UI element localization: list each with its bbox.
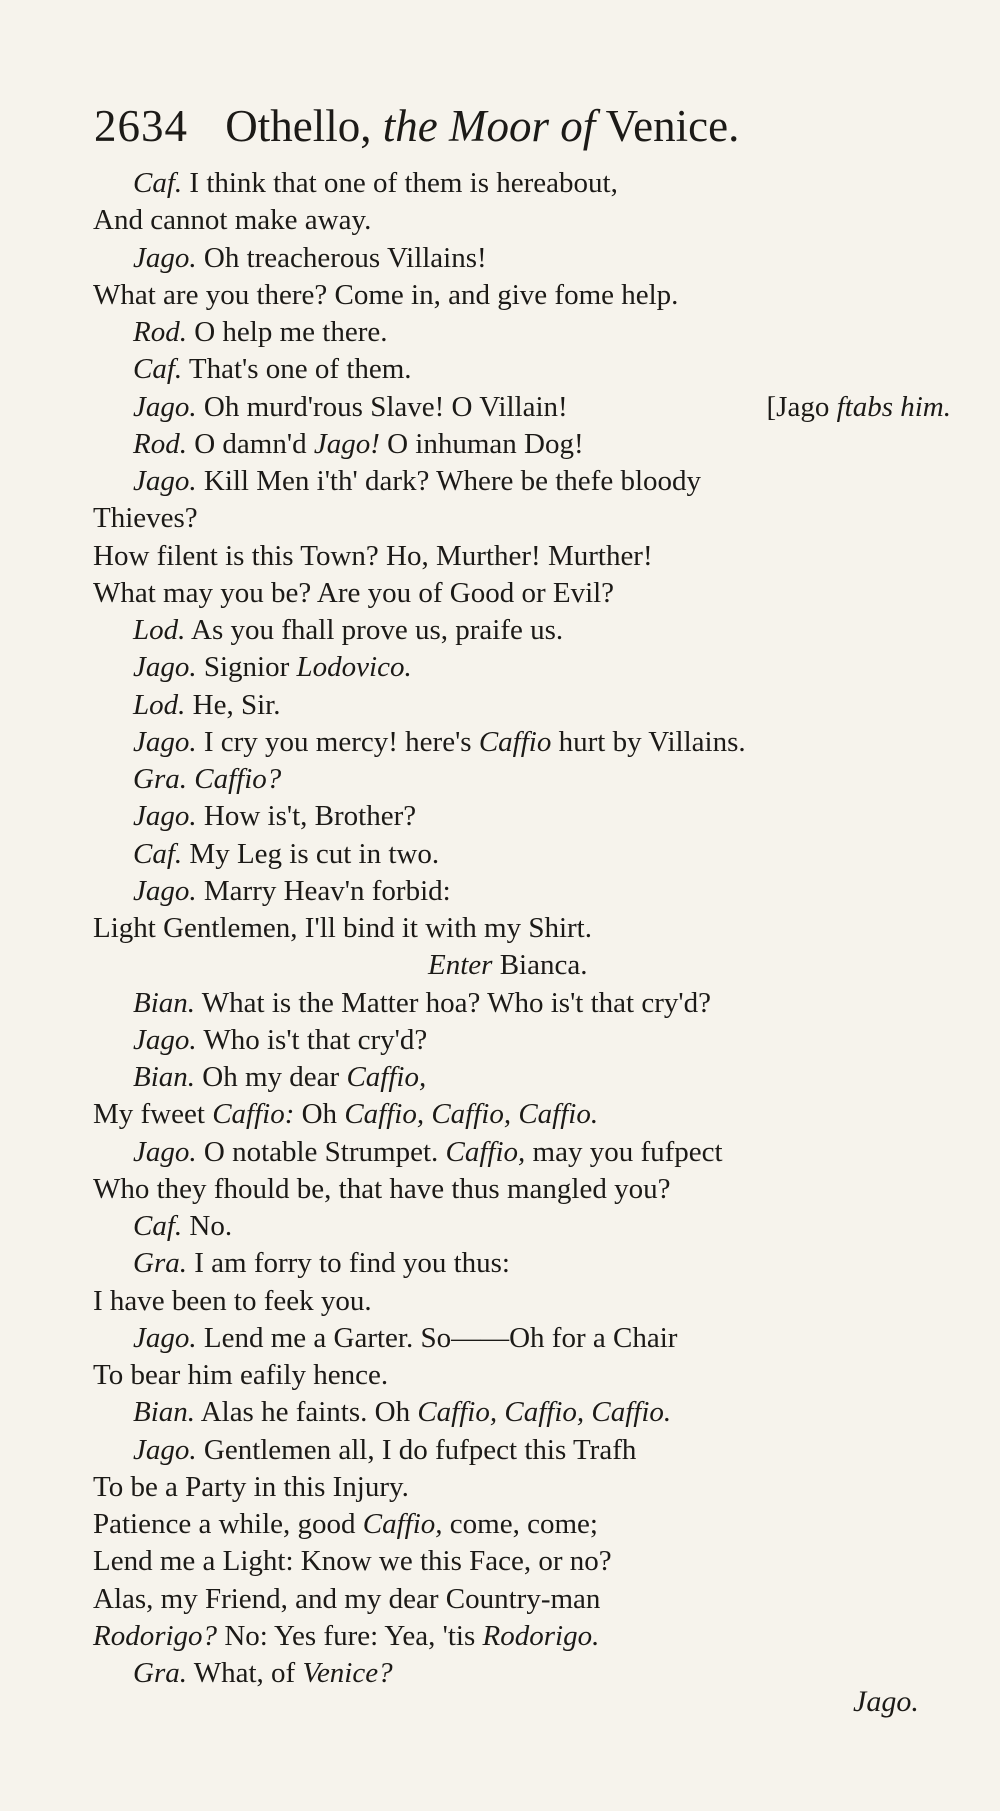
line-text: He, Sir. — [192, 688, 281, 721]
text-line — [93, 1394, 943, 1431]
speaker-name: Bian. — [133, 1396, 196, 1429]
italic-name: Caffio, — [346, 1061, 427, 1093]
direction-name: [Jago — [766, 390, 830, 423]
line-text: No. — [189, 1210, 233, 1242]
line-text: Alas, my Friend, and my dear Country-man — [93, 1582, 601, 1615]
speaker-name: Jago. — [133, 725, 197, 758]
text-line — [93, 612, 943, 649]
italic-name: Caffio, Caffio, Caffio. — [417, 1396, 672, 1429]
stage-direction — [93, 947, 943, 984]
text-line — [93, 910, 943, 947]
text-line — [93, 1283, 943, 1320]
direction-text: ftabs him. — [836, 390, 951, 423]
speaker-name: Jago. — [133, 800, 197, 833]
line-text: hurt by Villains. — [558, 725, 746, 758]
speaker-name: Jago. — [133, 1023, 197, 1056]
text-line — [93, 1320, 943, 1357]
speaker-name: Lod. — [133, 688, 186, 721]
line-text: Patience a while, good — [93, 1508, 356, 1540]
italic-name: Caffio, — [362, 1508, 443, 1540]
italic-name: Jago! — [313, 427, 380, 460]
line-text: Thieves? — [93, 502, 198, 535]
line-text: How is't, Brother? — [203, 800, 417, 833]
speaker-name: Lod. — [133, 614, 186, 646]
text-line — [93, 1357, 943, 1394]
text-line — [93, 1022, 943, 1059]
text-line — [93, 389, 951, 426]
speaker-name: Jago. — [133, 1321, 197, 1354]
italic-name: Caffio? — [194, 763, 282, 795]
speaker-name: Caf. — [133, 837, 183, 870]
italic-name: Caffio, Caffio, Caffio. — [344, 1098, 599, 1131]
text-line — [93, 649, 943, 686]
text-line — [93, 1208, 943, 1245]
text-line — [93, 687, 943, 724]
speaker-name: Gra. — [133, 1247, 187, 1280]
speaker-name: Jago. — [133, 465, 197, 497]
line-text: And cannot make away. — [93, 204, 372, 237]
text-line — [93, 240, 943, 277]
italic-name: Caffio — [478, 725, 552, 758]
line-text: I am forry to find you thus: — [194, 1247, 510, 1280]
italic-name: Lodovico. — [296, 651, 412, 684]
line-text: O inhuman Dog! — [387, 427, 584, 460]
line-text: Gentlemen all, I do fufpect this Trafh — [203, 1433, 637, 1466]
header-title-end: Venice. — [605, 101, 740, 151]
speaker-name: Rod. — [133, 427, 187, 460]
line-text: My Leg is cut in two. — [189, 837, 440, 870]
line-text: Who they fhould be, that have thus mangled you? — [93, 1172, 671, 1205]
text-line — [93, 351, 943, 388]
running-header — [94, 96, 739, 156]
header-title-roman: Othello, — [225, 101, 372, 151]
line-text: Marry Heav'n forbid: — [203, 874, 451, 907]
text-line — [93, 314, 943, 351]
text-line — [93, 1543, 943, 1580]
line-text: My fweet — [93, 1098, 205, 1131]
speaker-name: Jago. — [133, 1135, 197, 1168]
text-line — [93, 1245, 943, 1282]
text-body — [93, 165, 951, 1692]
italic-name: Enter — [428, 949, 493, 982]
line-text: To be a Party in this Injury. — [93, 1470, 409, 1503]
text-line — [93, 724, 943, 761]
text-line — [93, 463, 943, 500]
speaker-name: Rod. — [133, 316, 187, 348]
page-number: 2634 — [94, 101, 188, 151]
line-text: Oh — [301, 1098, 338, 1131]
line-text: I think that one of them is hereabout, — [189, 167, 618, 199]
text-line — [93, 1655, 943, 1692]
catchword: Jago. — [853, 1685, 919, 1718]
line-text: Oh murd'rous Slave! O Villain! — [203, 390, 568, 423]
line-text: Bianca. — [499, 949, 588, 982]
text-line — [93, 1171, 943, 1208]
line-text: Oh treacherous Villains! — [203, 241, 487, 274]
italic-name: Rodorigo? — [93, 1619, 218, 1652]
line-text: What is the Matter hoa? Who is't that cry'd? — [201, 986, 711, 1019]
line-text: To bear him eafily hence. — [93, 1359, 389, 1391]
text-line — [93, 1134, 943, 1171]
text-line — [93, 277, 943, 314]
speaker-name: Jago. — [133, 241, 197, 274]
italic-name: Caffio: — [212, 1098, 295, 1131]
line-text: How filent is this Town? Ho, Murther! Murther! — [93, 539, 653, 572]
line-text: What are you there? Come in, and give fome help. — [93, 278, 679, 311]
text-line — [93, 500, 943, 537]
line-text: Alas he faints. Oh — [200, 1396, 411, 1429]
line-text: Who is't that cry'd? — [203, 1023, 428, 1056]
line-text: Lend me a Light: Know we this Face, or no? — [93, 1545, 612, 1578]
line-text: O notable Strumpet. — [203, 1135, 439, 1168]
stage-direction-inline — [767, 389, 951, 426]
line-text: Signior — [203, 651, 290, 684]
line-text: may you fufpect — [532, 1135, 723, 1168]
text-line — [93, 1432, 943, 1469]
line-text: That's one of them. — [188, 353, 412, 386]
text-line — [93, 575, 943, 612]
line-text: O help me there. — [194, 316, 388, 348]
speaker-name: Jago. — [133, 390, 197, 423]
line-text: O damn'd — [194, 427, 307, 460]
speaker-name: Caf. — [133, 1210, 183, 1242]
line-text: No: Yes fure: Yea, 'tis — [224, 1619, 476, 1652]
line-text: I have been to feek you. — [93, 1284, 372, 1317]
line-text: What, of — [193, 1657, 296, 1689]
text-line — [93, 1059, 943, 1096]
speaker-name: Gra. — [133, 763, 187, 795]
line-text: Oh my dear — [202, 1061, 340, 1093]
header-title-italic: the Moor of — [382, 101, 596, 151]
text-line — [93, 761, 943, 798]
line-text: As you fhall prove us, praife us. — [191, 614, 564, 646]
text-line — [93, 836, 943, 873]
text-line — [93, 202, 943, 239]
line-text: Light Gentlemen, I'll bind it with my Shirt. — [93, 912, 592, 944]
text-line — [93, 1096, 943, 1133]
text-line — [93, 1618, 943, 1655]
speaker-name: Caf. — [133, 167, 183, 199]
speaker-name: Bian. — [133, 986, 196, 1019]
text-line — [93, 798, 943, 835]
speaker-name: Jago. — [133, 1433, 197, 1466]
speaker-name: Jago. — [133, 651, 197, 684]
text-line — [93, 165, 943, 202]
line-text: Kill Men i'th' dark? Where be thefe bloody — [203, 465, 701, 497]
italic-name: Rodorigo. — [482, 1619, 600, 1652]
italic-name: Caffio, — [445, 1135, 526, 1168]
line-text: What may you be? Are you of Good or Evil? — [93, 576, 615, 609]
text-line — [93, 1581, 943, 1618]
text-line — [93, 1506, 943, 1543]
speaker-name: Caf. — [133, 353, 183, 386]
line-text: come, come; — [449, 1508, 598, 1540]
speaker-name: Jago. — [133, 874, 197, 907]
italic-name: Venice? — [302, 1657, 393, 1689]
line-text: I cry you mercy! here's — [203, 725, 472, 758]
text-line — [93, 873, 943, 910]
line-text: Lend me a Garter. So——Oh for a Chair — [203, 1321, 678, 1354]
text-line — [93, 426, 943, 463]
speaker-name: Bian. — [133, 1061, 196, 1093]
text-line — [93, 1469, 943, 1506]
text-line — [93, 985, 943, 1022]
speaker-name: Gra. — [133, 1657, 187, 1689]
text-line — [93, 538, 943, 575]
